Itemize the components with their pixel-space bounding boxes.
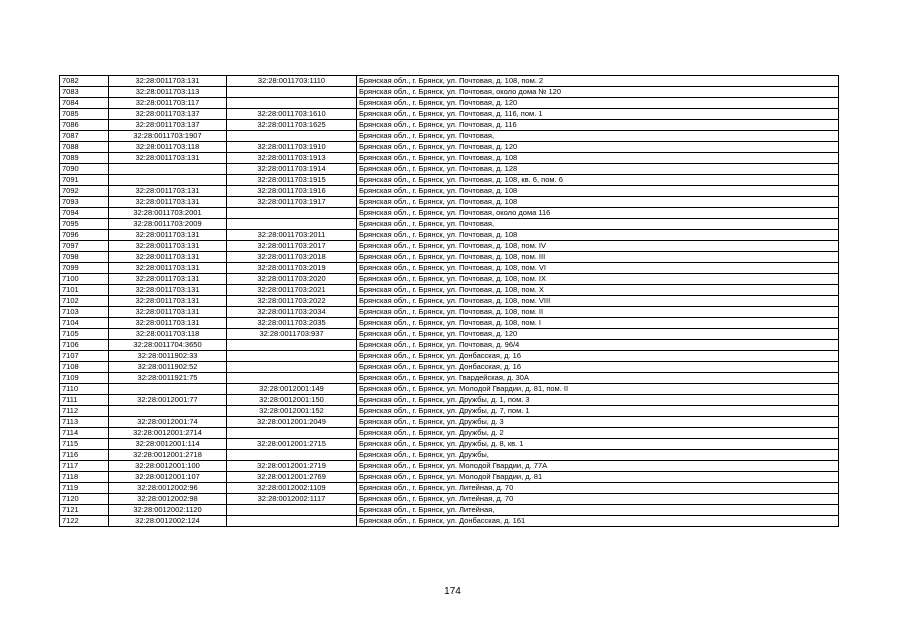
parcel-number-cell: 32:28:0011703:131 — [109, 252, 227, 263]
parcel-number-cell — [109, 175, 227, 186]
parcel-number-cell: 32:28:0011703:131 — [109, 197, 227, 208]
object-number-cell: 32:28:0012002:1109 — [227, 483, 357, 494]
table-row — [60, 274, 839, 285]
row-number-cell: 7095 — [60, 219, 109, 230]
row-number-cell: 7115 — [60, 439, 109, 450]
address-cell: Брянская обл., г. Брянск, ул. Дружбы, д. 3 — [357, 417, 839, 428]
address-cell: Брянская обл., г. Брянск, ул. Донбасская, д. 16 — [357, 362, 839, 373]
object-number-cell: 32:28:0011703:2034 — [227, 307, 357, 318]
parcel-number-cell: 32:28:0011703:131 — [109, 230, 227, 241]
address-cell: Брянская обл., г. Брянск, ул. Почтовая, около дома № 120 — [357, 87, 839, 98]
row-number-cell: 7119 — [60, 483, 109, 494]
row-number-cell: 7089 — [60, 153, 109, 164]
parcel-number-cell: 32:28:0012002:1120 — [109, 505, 227, 516]
parcel-number-cell: 32:28:0011703:117 — [109, 98, 227, 109]
object-number-cell: 32:28:0011703:1917 — [227, 197, 357, 208]
address-cell: Брянская обл., г. Брянск, ул. Почтовая, д. 116 — [357, 120, 839, 131]
object-number-cell: 32:28:0011703:2011 — [227, 230, 357, 241]
object-number-cell: 32:28:0011703:2019 — [227, 263, 357, 274]
object-number-cell: 32:28:0012002:1117 — [227, 494, 357, 505]
address-cell: Брянская обл., г. Брянск, ул. Молодой Гвардии, д. 77А — [357, 461, 839, 472]
parcel-number-cell: 32:28:0012001:74 — [109, 417, 227, 428]
row-number-cell: 7087 — [60, 131, 109, 142]
address-cell: Брянская обл., г. Брянск, ул. Дружбы, д. 2 — [357, 428, 839, 439]
row-number-cell: 7092 — [60, 186, 109, 197]
object-number-cell: 32:28:0012001:2719 — [227, 461, 357, 472]
table-row — [60, 263, 839, 274]
table-row — [60, 131, 839, 142]
object-number-cell — [227, 98, 357, 109]
parcel-number-cell: 32:28:0011902:52 — [109, 362, 227, 373]
parcel-number-cell: 32:28:0012002:124 — [109, 516, 227, 527]
row-number-cell: 7102 — [60, 296, 109, 307]
table-row — [60, 428, 839, 439]
address-cell: Брянская обл., г. Брянск, ул. Почтовая, д. 108 — [357, 230, 839, 241]
parcel-number-cell: 32:28:0012001:2714 — [109, 428, 227, 439]
parcel-number-cell: 32:28:0011703:131 — [109, 285, 227, 296]
address-cell: Брянская обл., г. Брянск, ул. Почтовая, д. 108, пом. VIII — [357, 296, 839, 307]
row-number-cell: 7098 — [60, 252, 109, 263]
row-number-cell: 7109 — [60, 373, 109, 384]
object-number-cell — [227, 131, 357, 142]
row-number-cell: 7104 — [60, 318, 109, 329]
address-cell: Брянская обл., г. Брянск, ул. Дружбы, д. 8, кв. 1 — [357, 439, 839, 450]
object-number-cell: 32:28:0011703:1610 — [227, 109, 357, 120]
address-cell: Брянская обл., г. Брянск, ул. Донбасская, д. 161 — [357, 516, 839, 527]
address-cell: Брянская обл., г. Брянск, ул. Почтовая, д. 108, пом. IX — [357, 274, 839, 285]
address-cell: Брянская обл., г. Брянск, ул. Почтовая, д. 116, пом. 1 — [357, 109, 839, 120]
parcel-number-cell — [109, 384, 227, 395]
parcel-number-cell: 32:28:0011703:131 — [109, 307, 227, 318]
row-number-cell: 7120 — [60, 494, 109, 505]
row-number-cell: 7103 — [60, 307, 109, 318]
table-row — [60, 87, 839, 98]
row-number-cell: 7106 — [60, 340, 109, 351]
object-number-cell — [227, 505, 357, 516]
object-number-cell: 32:28:0012001:2049 — [227, 417, 357, 428]
object-number-cell: 32:28:0011703:1914 — [227, 164, 357, 175]
parcel-number-cell: 32:28:0011703:118 — [109, 142, 227, 153]
table-row — [60, 142, 839, 153]
object-number-cell: 32:28:0011703:2020 — [227, 274, 357, 285]
parcel-number-cell: 32:28:0011703:131 — [109, 76, 227, 87]
table-row — [60, 296, 839, 307]
table-row — [60, 516, 839, 527]
row-number-cell: 7097 — [60, 241, 109, 252]
table-row — [60, 241, 839, 252]
object-number-cell — [227, 450, 357, 461]
parcel-number-cell: 32:28:0012002:98 — [109, 494, 227, 505]
row-number-cell: 7121 — [60, 505, 109, 516]
address-cell: Брянская обл., г. Брянск, ул. Почтовая, д. 128 — [357, 164, 839, 175]
parcel-number-cell: 32:28:0011703:137 — [109, 120, 227, 131]
table-row — [60, 164, 839, 175]
table-row — [60, 439, 839, 450]
object-number-cell — [227, 87, 357, 98]
address-cell: Брянская обл., г. Брянск, ул. Почтовая, д. 120 — [357, 98, 839, 109]
address-cell: Брянская обл., г. Брянск, ул. Почтовая, д. 96/4 — [357, 340, 839, 351]
row-number-cell: 7088 — [60, 142, 109, 153]
address-cell: Брянская обл., г. Брянск, ул. Гвардейская, д. 30А — [357, 373, 839, 384]
row-number-cell: 7111 — [60, 395, 109, 406]
page-number: 174 — [444, 586, 461, 597]
row-number-cell: 7086 — [60, 120, 109, 131]
parcel-number-cell — [109, 406, 227, 417]
row-number-cell: 7108 — [60, 362, 109, 373]
parcel-number-cell — [109, 164, 227, 175]
table-row — [60, 186, 839, 197]
table-row — [60, 120, 839, 131]
object-number-cell: 32:28:0011703:1625 — [227, 120, 357, 131]
object-number-cell — [227, 340, 357, 351]
table-row — [60, 461, 839, 472]
object-number-cell: 32:28:0011703:1110 — [227, 76, 357, 87]
table-row — [60, 340, 839, 351]
parcel-number-cell: 32:28:0011703:131 — [109, 318, 227, 329]
table-row — [60, 351, 839, 362]
row-number-cell: 7093 — [60, 197, 109, 208]
parcel-number-cell: 32:28:0011902:33 — [109, 351, 227, 362]
row-number-cell: 7096 — [60, 230, 109, 241]
parcel-number-cell: 32:28:0012001:100 — [109, 461, 227, 472]
row-number-cell: 7117 — [60, 461, 109, 472]
address-cell: Брянская обл., г. Брянск, ул. Литейная, — [357, 505, 839, 516]
address-cell: Брянская обл., г. Брянск, ул. Почтовая, д. 108 — [357, 186, 839, 197]
parcel-number-cell: 32:28:0011921:75 — [109, 373, 227, 384]
table-row — [60, 109, 839, 120]
address-cell: Брянская обл., г. Брянск, ул. Почтовая, — [357, 219, 839, 230]
table-row — [60, 395, 839, 406]
parcel-number-cell: 32:28:0011703:131 — [109, 186, 227, 197]
table-row — [60, 329, 839, 340]
row-number-cell: 7114 — [60, 428, 109, 439]
table-row — [60, 307, 839, 318]
address-cell: Брянская обл., г. Брянск, ул. Литейная, д. 70 — [357, 494, 839, 505]
object-number-cell: 32:28:0011703:2021 — [227, 285, 357, 296]
address-cell: Брянская обл., г. Брянск, ул. Почтовая, д. 108, пом. I — [357, 318, 839, 329]
object-number-cell: 32:28:0011703:1916 — [227, 186, 357, 197]
table-row — [60, 417, 839, 428]
table-row — [60, 197, 839, 208]
table-row — [60, 76, 839, 87]
table-row — [60, 472, 839, 483]
table-row — [60, 219, 839, 230]
row-number-cell: 7084 — [60, 98, 109, 109]
object-number-cell — [227, 516, 357, 527]
row-number-cell: 7101 — [60, 285, 109, 296]
object-number-cell — [227, 428, 357, 439]
table-row — [60, 175, 839, 186]
object-number-cell — [227, 219, 357, 230]
object-number-cell: 32:28:0011703:1910 — [227, 142, 357, 153]
row-number-cell: 7112 — [60, 406, 109, 417]
parcel-number-cell: 32:28:0011703:118 — [109, 329, 227, 340]
parcel-number-cell: 32:28:0011703:137 — [109, 109, 227, 120]
address-cell: Брянская обл., г. Брянск, ул. Дружбы, д. 1, пом. 3 — [357, 395, 839, 406]
row-number-cell: 7082 — [60, 76, 109, 87]
row-number-cell: 7122 — [60, 516, 109, 527]
address-cell: Брянская обл., г. Брянск, ул. Почтовая, д. 108, пом. X — [357, 285, 839, 296]
address-cell: Брянская обл., г. Брянск, ул. Молодой Гвардии, д. 81, пом. II — [357, 384, 839, 395]
row-number-cell: 7083 — [60, 87, 109, 98]
parcel-number-cell: 32:28:0012001:114 — [109, 439, 227, 450]
object-number-cell: 32:28:0012001:152 — [227, 406, 357, 417]
row-number-cell: 7116 — [60, 450, 109, 461]
object-number-cell: 32:28:0011703:2035 — [227, 318, 357, 329]
row-number-cell: 7105 — [60, 329, 109, 340]
table-row — [60, 494, 839, 505]
row-number-cell: 7094 — [60, 208, 109, 219]
object-number-cell: 32:28:0011703:1913 — [227, 153, 357, 164]
address-cell: Брянская обл., г. Брянск, ул. Почтовая, д. 108, пом. III — [357, 252, 839, 263]
row-number-cell: 7118 — [60, 472, 109, 483]
table-row — [60, 285, 839, 296]
row-number-cell: 7110 — [60, 384, 109, 395]
table-row — [60, 505, 839, 516]
object-number-cell — [227, 373, 357, 384]
address-cell: Брянская обл., г. Брянск, ул. Почтовая, д. 108, пом. IV — [357, 241, 839, 252]
row-number-cell: 7107 — [60, 351, 109, 362]
table-row — [60, 252, 839, 263]
object-number-cell — [227, 362, 357, 373]
address-cell: Брянская обл., г. Брянск, ул. Донбасская, д. 16 — [357, 351, 839, 362]
parcel-number-cell: 32:28:0011703:2009 — [109, 219, 227, 230]
address-cell: Брянская обл., г. Брянск, ул. Почтовая, д. 108, пом. 2 — [357, 76, 839, 87]
parcel-number-cell: 32:28:0012001:2718 — [109, 450, 227, 461]
row-number-cell: 7091 — [60, 175, 109, 186]
registry-table-body — [60, 76, 839, 527]
address-cell: Брянская обл., г. Брянск, ул. Почтовая, д. 120 — [357, 329, 839, 340]
address-cell: Брянская обл., г. Брянск, ул. Почтовая, около дома 116 — [357, 208, 839, 219]
address-cell: Брянская обл., г. Брянск, ул. Почтовая, д. 108, кв. 6, пом. 6 — [357, 175, 839, 186]
table-row — [60, 450, 839, 461]
table-row — [60, 208, 839, 219]
parcel-number-cell: 32:28:0011703:1907 — [109, 131, 227, 142]
object-number-cell: 32:28:0012001:2769 — [227, 472, 357, 483]
object-number-cell: 32:28:0011703:2022 — [227, 296, 357, 307]
row-number-cell: 7100 — [60, 274, 109, 285]
address-cell: Брянская обл., г. Брянск, ул. Почтовая, д. 108, пом. II — [357, 307, 839, 318]
table-row — [60, 362, 839, 373]
address-cell: Брянская обл., г. Брянск, ул. Дружбы, — [357, 450, 839, 461]
object-number-cell: 32:28:0011703:2018 — [227, 252, 357, 263]
registry-table — [59, 75, 839, 527]
row-number-cell: 7113 — [60, 417, 109, 428]
table-row — [60, 98, 839, 109]
object-number-cell: 32:28:0011703:937 — [227, 329, 357, 340]
object-number-cell: 32:28:0012001:149 — [227, 384, 357, 395]
object-number-cell: 32:28:0011703:2017 — [227, 241, 357, 252]
parcel-number-cell: 32:28:0011703:131 — [109, 241, 227, 252]
parcel-number-cell: 32:28:0012001:77 — [109, 395, 227, 406]
parcel-number-cell: 32:28:0012001:107 — [109, 472, 227, 483]
parcel-number-cell: 32:28:0012002:96 — [109, 483, 227, 494]
table-row — [60, 384, 839, 395]
parcel-number-cell: 32:28:0011703:131 — [109, 263, 227, 274]
parcel-number-cell: 32:28:0011703:131 — [109, 296, 227, 307]
table-row — [60, 230, 839, 241]
address-cell: Брянская обл., г. Брянск, ул. Литейная, д. 70 — [357, 483, 839, 494]
address-cell: Брянская обл., г. Брянск, ул. Молодой Гвардии, д. 81 — [357, 472, 839, 483]
parcel-number-cell: 32:28:0011703:131 — [109, 274, 227, 285]
parcel-number-cell: 32:28:0011703:113 — [109, 87, 227, 98]
table-row — [60, 483, 839, 494]
row-number-cell: 7090 — [60, 164, 109, 175]
parcel-number-cell: 32:28:0011703:131 — [109, 153, 227, 164]
row-number-cell: 7099 — [60, 263, 109, 274]
table-row — [60, 318, 839, 329]
object-number-cell — [227, 351, 357, 362]
table-row — [60, 153, 839, 164]
object-number-cell: 32:28:0012001:150 — [227, 395, 357, 406]
address-cell: Брянская обл., г. Брянск, ул. Почтовая, д. 120 — [357, 142, 839, 153]
table-row — [60, 406, 839, 417]
object-number-cell: 32:28:0011703:1915 — [227, 175, 357, 186]
address-cell: Брянская обл., г. Брянск, ул. Почтовая, д. 108 — [357, 197, 839, 208]
object-number-cell: 32:28:0012001:2715 — [227, 439, 357, 450]
row-number-cell: 7085 — [60, 109, 109, 120]
address-cell: Брянская обл., г. Брянск, ул. Почтовая, д. 108 — [357, 153, 839, 164]
table-row — [60, 373, 839, 384]
parcel-number-cell: 32:28:0011704:3650 — [109, 340, 227, 351]
address-cell: Брянская обл., г. Брянск, ул. Дружбы, д. 7, пом. 1 — [357, 406, 839, 417]
parcel-number-cell: 32:28:0011703:2001 — [109, 208, 227, 219]
object-number-cell — [227, 208, 357, 219]
address-cell: Брянская обл., г. Брянск, ул. Почтовая, — [357, 131, 839, 142]
address-cell: Брянская обл., г. Брянск, ул. Почтовая, д. 108, пом. VI — [357, 263, 839, 274]
